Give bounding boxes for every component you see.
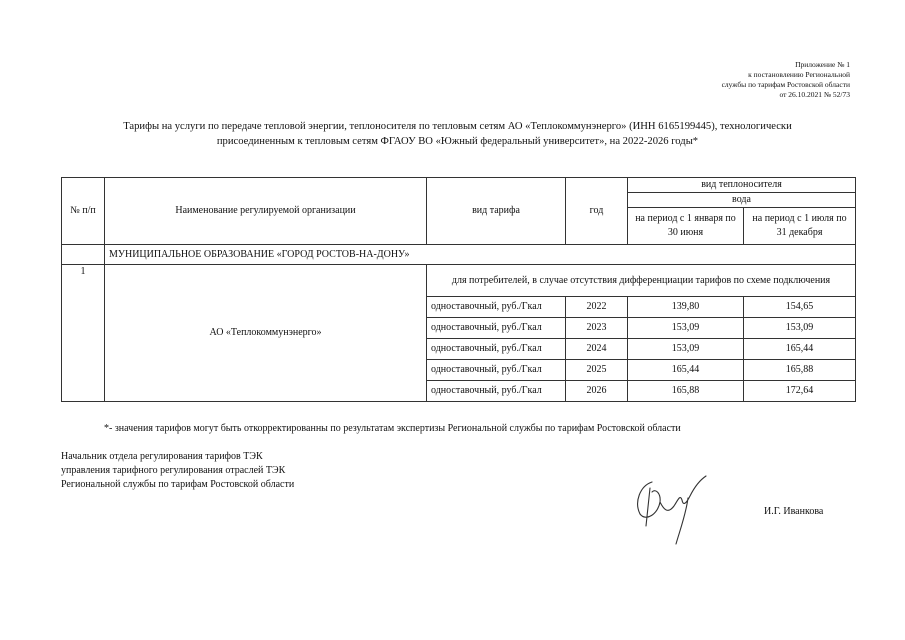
signer-line: Региональной службы по тарифам Ростовской области [61, 479, 295, 490]
footnote: *- значения тарифов могут быть откорректированны по результатам экспертизы Региональной службы по тарифам Ростовской области [104, 423, 681, 434]
header-tariff-type: вид тарифа [427, 178, 566, 245]
municipality-row [62, 245, 856, 265]
signer-name: И.Г. Иванкова [764, 506, 824, 517]
header-period-2: на период с 1 июля по 31 декабря [744, 208, 856, 245]
value-cell: 154,65 [744, 297, 856, 318]
appendix-block [722, 60, 850, 100]
value-cell: 165,44 [744, 339, 856, 360]
value-cell: 153,09 [628, 339, 744, 360]
year-cell: 2025 [566, 360, 628, 381]
header-period-1: на период с 1 января по 30 июня [628, 208, 744, 245]
tariff-type-cell: одноставочный, руб./Гкал [427, 381, 566, 402]
document-title [60, 119, 855, 149]
header-num: № п/п [62, 178, 105, 245]
value-cell: 165,88 [628, 381, 744, 402]
year-cell: 2024 [566, 339, 628, 360]
appendix-line: службы по тарифам Ростовской области [721, 80, 850, 89]
appendix-line: к постановлению Региональной [748, 70, 850, 79]
header-year: год [566, 178, 628, 245]
tariffs-table [61, 177, 856, 402]
signer-block [61, 450, 294, 492]
appendix-line: от 26.10.2021 № 52/73 [779, 90, 850, 99]
value-cell: 165,44 [628, 360, 744, 381]
tariff-type-cell: одноставочный, руб./Гкал [427, 318, 566, 339]
value-cell: 153,09 [744, 318, 856, 339]
org-name: АО «Теплокоммунэнерго» [105, 265, 427, 402]
value-cell: 153,09 [628, 318, 744, 339]
handwritten-signature [630, 470, 720, 550]
value-cell: 165,88 [744, 360, 856, 381]
signer-line: управления тарифного регулирования отраслей ТЭК [61, 465, 286, 476]
title-line: присоединенным к тепловым сетям ФГАОУ ВО «Южный федеральный университет», на 2022-2026 годы* [216, 136, 699, 147]
header-carrier: вид теплоносителя [628, 178, 856, 193]
header-row [62, 178, 856, 193]
municipality-name: МУНИЦИПАЛЬНОЕ ОБРАЗОВАНИЕ «ГОРОД РОСТОВ-НА-ДОНУ» [105, 245, 856, 265]
value-cell: 172,64 [744, 381, 856, 402]
value-cell: 139,80 [628, 297, 744, 318]
header-water: вода [628, 193, 856, 208]
appendix-line: Приложение № 1 [795, 60, 850, 69]
year-cell: 2023 [566, 318, 628, 339]
empty-cell [62, 245, 105, 265]
tariff-type-cell: одноставочный, руб./Гкал [427, 339, 566, 360]
year-cell: 2022 [566, 297, 628, 318]
title-line: Тарифы на услуги по передаче тепловой энергии, теплоносителя по тепловым сетям АО «Теплокоммунэнерго» (ИНН 6165199445), технологически [123, 121, 792, 132]
signer-line: Начальник отдела регулирования тарифов ТЭК [61, 451, 263, 462]
header-org: Наименование регулируемой организации [105, 178, 427, 245]
year-cell: 2026 [566, 381, 628, 402]
row-num: 1 [62, 265, 105, 402]
tariff-type-cell: одноставочный, руб./Гкал [427, 297, 566, 318]
tariff-type-cell: одноставочный, руб./Гкал [427, 360, 566, 381]
consumers-note: для потребителей, в случае отсутствия дифференциации тарифов по схеме подключения [427, 265, 856, 297]
table-row [62, 265, 856, 297]
